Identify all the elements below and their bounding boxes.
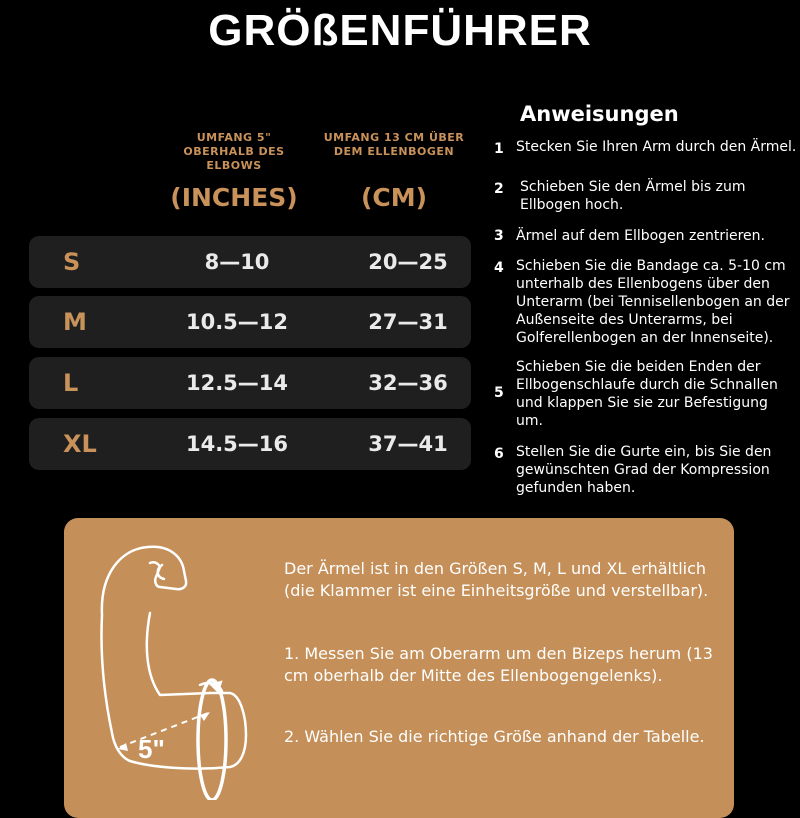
step-number: 4 <box>494 260 504 276</box>
step-text: Schieben Sie die beiden Enden der Ellbogenschlaufe durch die Schnallen und klappen Sie sie zur Befestigung um. <box>516 359 778 429</box>
size-row-l <box>29 357 471 409</box>
panel-paragraph-choose: 2. Wählen Sie die richtige Größe anhand der Tabelle. <box>284 727 705 746</box>
col1-header: UMFANG 5" OBERHALB DES ELBOWS <box>183 131 285 172</box>
step-number: 2 <box>494 181 504 197</box>
col2-unit: (CM) <box>360 183 428 212</box>
page-title: GRÖßENFÜHRER <box>208 6 592 55</box>
size-row-s <box>29 236 471 288</box>
size-row-xl <box>29 418 471 470</box>
instruction-step <box>494 138 797 178</box>
instruction-step <box>494 178 794 218</box>
size-row-m <box>29 296 471 348</box>
instruction-step <box>494 443 794 499</box>
inches-value: 8—10 <box>204 250 270 274</box>
cm-value: 20—25 <box>368 250 448 274</box>
step-text: Stecken Sie Ihren Arm durch den Ärmel. <box>516 139 797 155</box>
step-number: 1 <box>494 141 504 157</box>
step-text: Ärmel auf dem Ellbogen zentrieren. <box>516 228 765 244</box>
col1-unit: (INCHES) <box>170 183 298 212</box>
panel-paragraph-measure: 1. Messen Sie am Oberarm um den Bizeps herum (13 cm oberhalb der Mitte des Ellenbogengelenks). <box>284 644 713 685</box>
instruction-step <box>494 257 794 347</box>
step-number: 6 <box>494 446 504 462</box>
arm-measurement-illustration <box>90 535 260 800</box>
cm-value: 32—36 <box>368 371 448 395</box>
inches-value: 14.5—16 <box>185 432 289 456</box>
cm-value: 37—41 <box>368 432 448 456</box>
instructions-title: Anweisungen <box>520 102 679 126</box>
inches-value: 10.5—12 <box>185 310 289 334</box>
size-label: L <box>63 369 79 397</box>
step-number: 3 <box>494 228 504 244</box>
cm-value: 27—31 <box>368 310 448 334</box>
step-text: Schieben Sie die Bandage ca. 5-10 cm unterhalb des Ellenbogens über den Unterarm (bei Tennisellenbogen an der Außenseite des Unterarms, bei Golferellenbogen an der Innenseite). <box>516 258 790 346</box>
inches-value: 12.5—14 <box>185 371 289 395</box>
size-label: XL <box>63 430 97 458</box>
size-label: S <box>63 248 81 276</box>
instruction-step <box>494 227 794 247</box>
instruction-step <box>494 358 794 432</box>
arm-label: 5" <box>138 734 165 764</box>
step-number: 5 <box>494 385 504 401</box>
step-text: Stellen Sie die Gurte ein, bis Sie den gewünschten Grad der Kompression gefunden haben. <box>516 444 772 496</box>
size-label: M <box>63 308 87 336</box>
step-text: Schieben Sie den Ärmel bis zum Ellbogen hoch. <box>520 179 746 213</box>
panel-paragraph-sizes: Der Ärmel ist in den Größen S, M, L und XL erhältlich (die Klammer ist eine Einheitsgröße und verstellbar). <box>284 559 709 600</box>
col2-header: UMFANG 13 CM ÜBER DEM ELLENBOGEN <box>323 131 465 158</box>
